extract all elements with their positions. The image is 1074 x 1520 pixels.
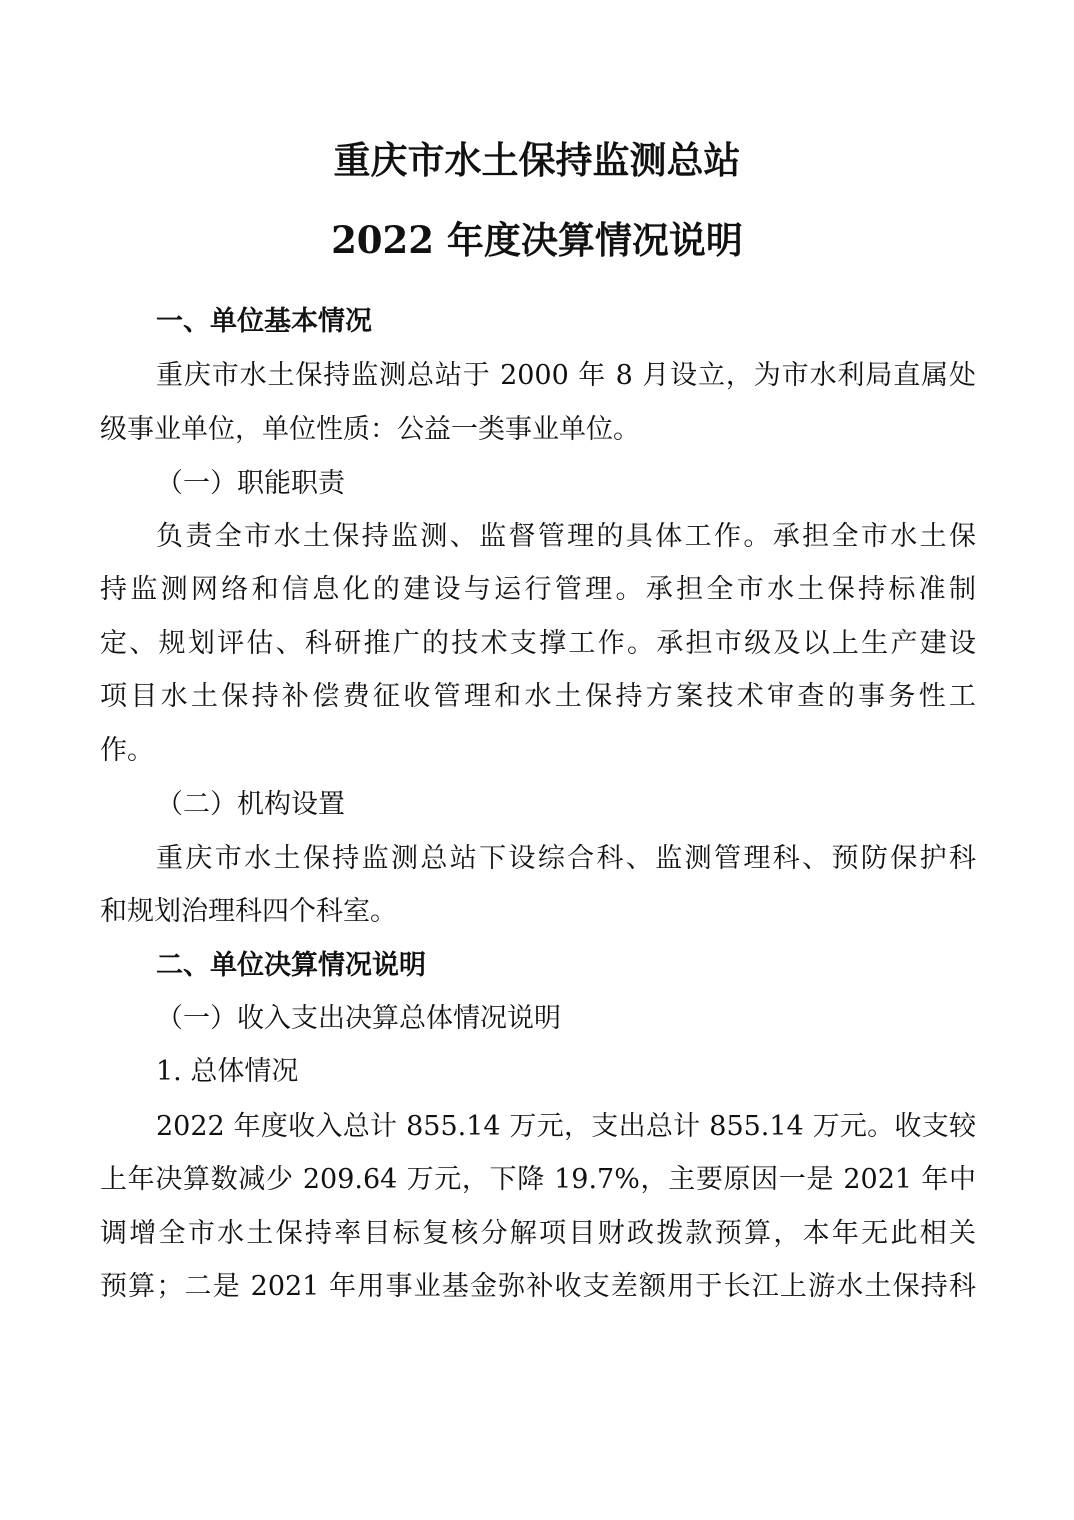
paragraph-line: 定、规划评估、科研推广的技术支撑工作。承担市级及以上生产建设: [100, 628, 976, 659]
paragraph-line: 负责全市水土保持监测、监督管理的具体工作。承担全市水土保: [156, 521, 976, 552]
paragraph-line: 重庆市水土保持监测总站于 2000 年 8 月设立，为市水利局直属处: [156, 360, 976, 391]
paragraph-line: 调增全市水土保持率目标复核分解项目财政拨款预算，本年无此相关: [100, 1218, 976, 1249]
paragraph-line: 持监测网络和信息化的建设与运行管理。承担全市水土保持标准制: [100, 574, 976, 605]
paragraph-line: 作。: [100, 735, 154, 766]
paragraph-line: 预算；二是 2021 年用事业基金弥补收支差额用于长江上游水土保持科: [100, 1271, 976, 1302]
document-title-line2: 2022 年度决算情况说明: [331, 218, 743, 262]
paragraph-line: 重庆市水土保持监测总站下设综合科、监测管理科、预防保护科: [156, 843, 976, 874]
paragraph-line: 项目水土保持补偿费征收管理和水土保持方案技术审查的事务性工: [100, 681, 976, 712]
paragraph-line: 2022 年度收入总计 855.14 万元，支出总计 855.14 万元。收支较: [156, 1111, 976, 1142]
paragraph-line: 上年决算数减少 209.64 万元，下降 19.7%，主要原因一是 2021 年中: [100, 1164, 976, 1195]
subsection-heading: （一）职能职责: [156, 468, 345, 499]
paragraph-line: 和规划治理科四个科室。: [100, 896, 397, 927]
document-title-line1: 重庆市水土保持监测总站: [333, 138, 741, 182]
paragraph-line: 级事业单位，单位性质：公益一类事业单位。: [100, 414, 640, 445]
subsection-heading: （一）收入支出决算总体情况说明: [156, 1003, 561, 1034]
section-heading: 一、单位基本情况: [156, 306, 372, 337]
item-heading: 1. 总体情况: [156, 1056, 299, 1087]
section-heading: 二、单位决算情况说明: [156, 950, 426, 981]
subsection-heading: （二）机构设置: [156, 789, 345, 820]
